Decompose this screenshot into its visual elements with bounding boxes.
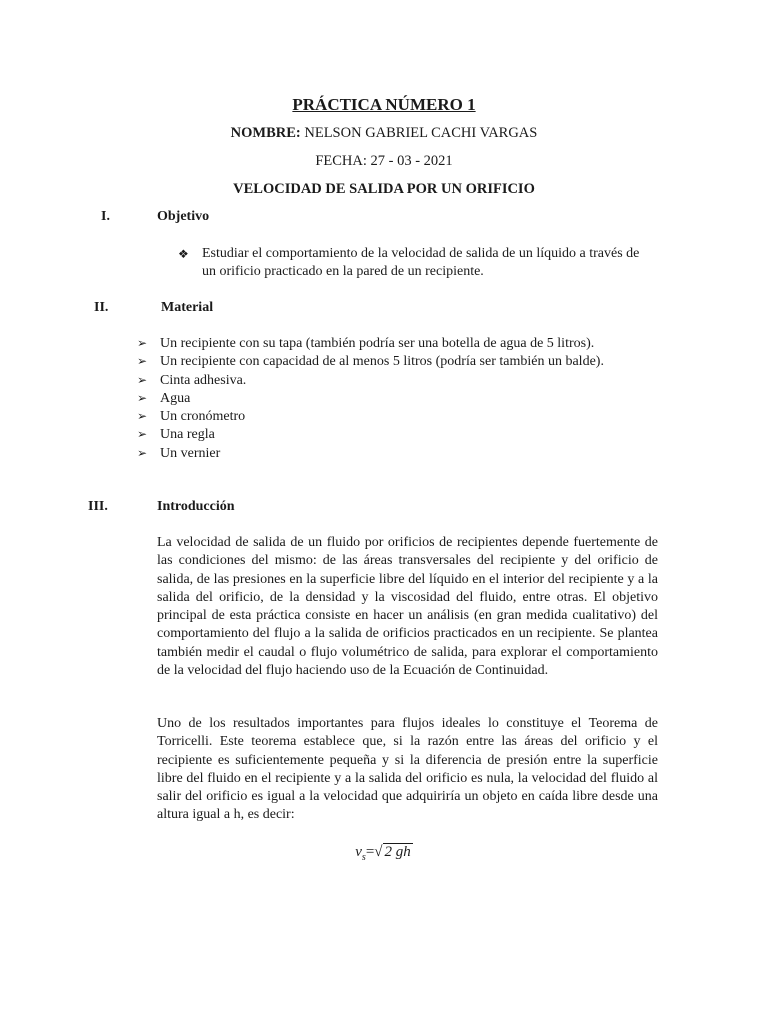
subtitle: VELOCIDAD DE SALIDA POR UN ORIFICIO [233,181,535,197]
student-name [0,125,768,142]
arrowhead-bullet-icon: ➢ [137,354,148,369]
list-item [137,425,697,443]
section-number-objective: I. [101,209,110,224]
section-title-introduction: Introducción [157,499,235,514]
section-number-material: II. [94,300,109,315]
material-item-text: Una regla [160,427,215,443]
arrowhead-bullet-icon: ➢ [137,409,148,424]
arrowhead-bullet-icon: ➢ [137,445,148,460]
material-item-text: Cinta adhesiva. [160,372,247,388]
name-label: NOMBRE: [230,125,301,141]
objective-text: Estudiar el comportamiento de la velocidad de salida de un líquido a través de un orificio practicado en la pared de un recipiente. [202,246,640,279]
list-item [137,334,697,352]
formula-radicand: 2 gh [384,844,411,860]
list-item [137,371,697,389]
introduction-paragraph-1: La velocidad de salida de un fluido por orificios de recipientes depende fuertemente de las condiciones del mismo: de las áreas transversales del recipiente y del orificio de salida, de las presiones en la superficie libre del líquido en el interior del recipiente y a la salida del orificio, de la densidad y la viscosidad del fluido, entre otras. El objetivo principal de esta práctica consiste en hacer un análisis (en gran medida cualitativo) del comportamiento del flujo a la salida de orificios practicados en un recipiente. Se plantea también medir el caudal o flujo volumétrico de salida, para explorar el comportamiento de la velocidad del flujo haciendo uso de la Ecuación de Continuidad. [157,535,658,679]
formula-lhs: v [355,844,362,860]
page-title: PRÁCTICA NÚMERO 1 [292,95,476,114]
material-list [137,334,697,462]
torricelli-formula [0,843,768,863]
diamond-bullet-icon: ❖ [178,247,189,261]
list-item [137,352,697,370]
list-item [137,407,697,425]
name-value: NELSON GABRIEL CACHI VARGAS [304,125,538,141]
formula-equals: = [365,844,375,860]
section-number-introduction: III. [88,499,108,514]
list-item [137,444,697,462]
material-item-text: Un recipiente con su tapa (también podría ser una botella de agua de 5 litros). [160,336,595,351]
formula-lhs-subscript: s [361,852,366,863]
material-item-text: Un vernier [160,445,221,461]
arrowhead-bullet-icon: ➢ [137,372,148,387]
material-item-text: Un cronómetro [160,409,246,425]
arrowhead-bullet-icon: ➢ [137,427,148,442]
material-item-text: Un recipiente con capacidad de al menos 5 litros (podría ser también un balde). [160,354,604,370]
section-title-material: Material [161,300,214,315]
introduction-paragraph-2: Uno de los resultados importantes para flujos ideales lo constituye el Teorema de Torricelli. Este teorema establece que, si la razón entre las áreas del orificio y el recipiente es suficientemente pequeña y si la diferencia de presión entre la superficie libre del fluido en el recipiente y a la salida del orificio es nula, la velocidad del fluido al salir del orificio es igual a la velocidad que adquiriría un objeto en caída libre desde una altura igual a h, es decir: [157,716,658,823]
date-line: FECHA: 27 - 03 - 2021 [315,153,453,169]
arrowhead-bullet-icon: ➢ [137,336,148,350]
material-item-text: Agua [160,390,191,406]
section-title-objective: Objetivo [157,209,210,224]
objective-item [178,245,648,281]
square-root-icon: √ 2 gh [374,844,411,860]
list-item [137,389,697,407]
arrowhead-bullet-icon: ➢ [137,390,148,405]
